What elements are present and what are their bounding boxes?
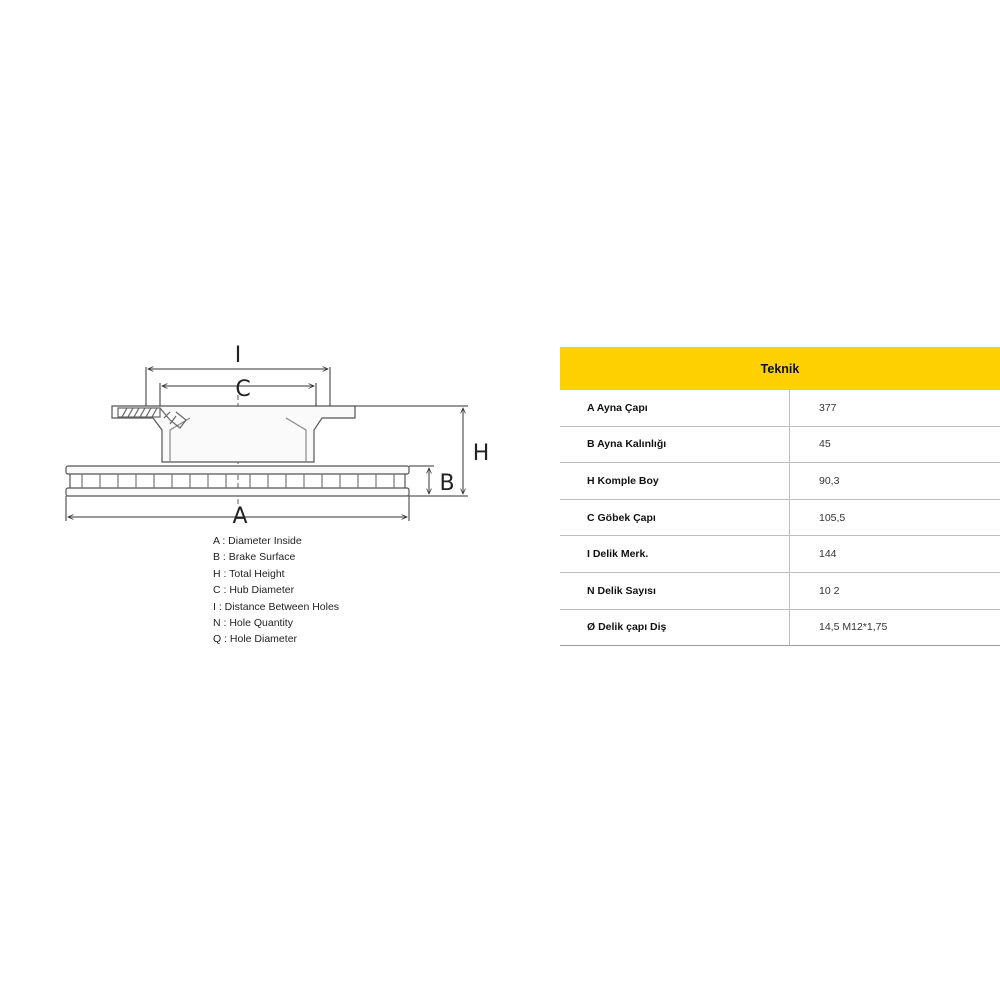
- spec-value: 90,3: [819, 474, 840, 487]
- spec-name: Ø Delik çapı Diş: [560, 610, 790, 646]
- legend-item: C : Hub Diameter: [213, 584, 295, 597]
- spec-value: 10 2: [819, 584, 840, 597]
- spec-name: H Komple Boy: [560, 463, 790, 499]
- spec-row: [560, 427, 1000, 464]
- spec-value: 377: [819, 401, 837, 414]
- spec-value: 105,5: [819, 511, 846, 524]
- legend-item: A : Diameter Inside: [213, 535, 302, 547]
- spec-row: [560, 390, 1000, 427]
- legend-item: I : Distance Between Holes: [213, 600, 340, 613]
- spec-row: [560, 610, 1000, 647]
- legend-item: Q : Hole Diameter: [213, 633, 298, 646]
- friction-ring-top: [66, 466, 409, 474]
- spec-value: 14,5 M12*1,75: [819, 621, 888, 634]
- disc-drawing: [66, 395, 409, 505]
- legend-item: N : Hole Quantity: [213, 617, 293, 630]
- spec-value: 144: [819, 548, 837, 561]
- spec-row: [560, 463, 1000, 500]
- dim-label-c: C: [235, 377, 251, 402]
- spec-table-header: Teknik: [560, 347, 1000, 390]
- legend-item: H : Total Height: [213, 567, 285, 580]
- spec-name: N Delik Sayısı: [560, 573, 790, 609]
- spec-name: A Ayna Çapı: [560, 390, 790, 426]
- spec-name: C Göbek Çapı: [560, 500, 790, 536]
- spec-name: B Ayna Kalınlığı: [560, 427, 790, 463]
- dimension-legend: [213, 533, 339, 648]
- dim-label-a: A: [232, 504, 248, 529]
- dim-label-i: I: [234, 343, 242, 368]
- dim-label-b: B: [439, 471, 455, 496]
- spec-row: [560, 536, 1000, 573]
- spec-row: [560, 500, 1000, 537]
- friction-ring-bottom: [66, 488, 409, 496]
- spec-name: I Delik Merk.: [560, 536, 790, 572]
- dim-label-h: H: [472, 441, 490, 466]
- spec-table: [560, 347, 1000, 646]
- legend-item: B : Brake Surface: [213, 551, 296, 564]
- spec-value: 45: [819, 438, 831, 451]
- spec-row: [560, 573, 1000, 610]
